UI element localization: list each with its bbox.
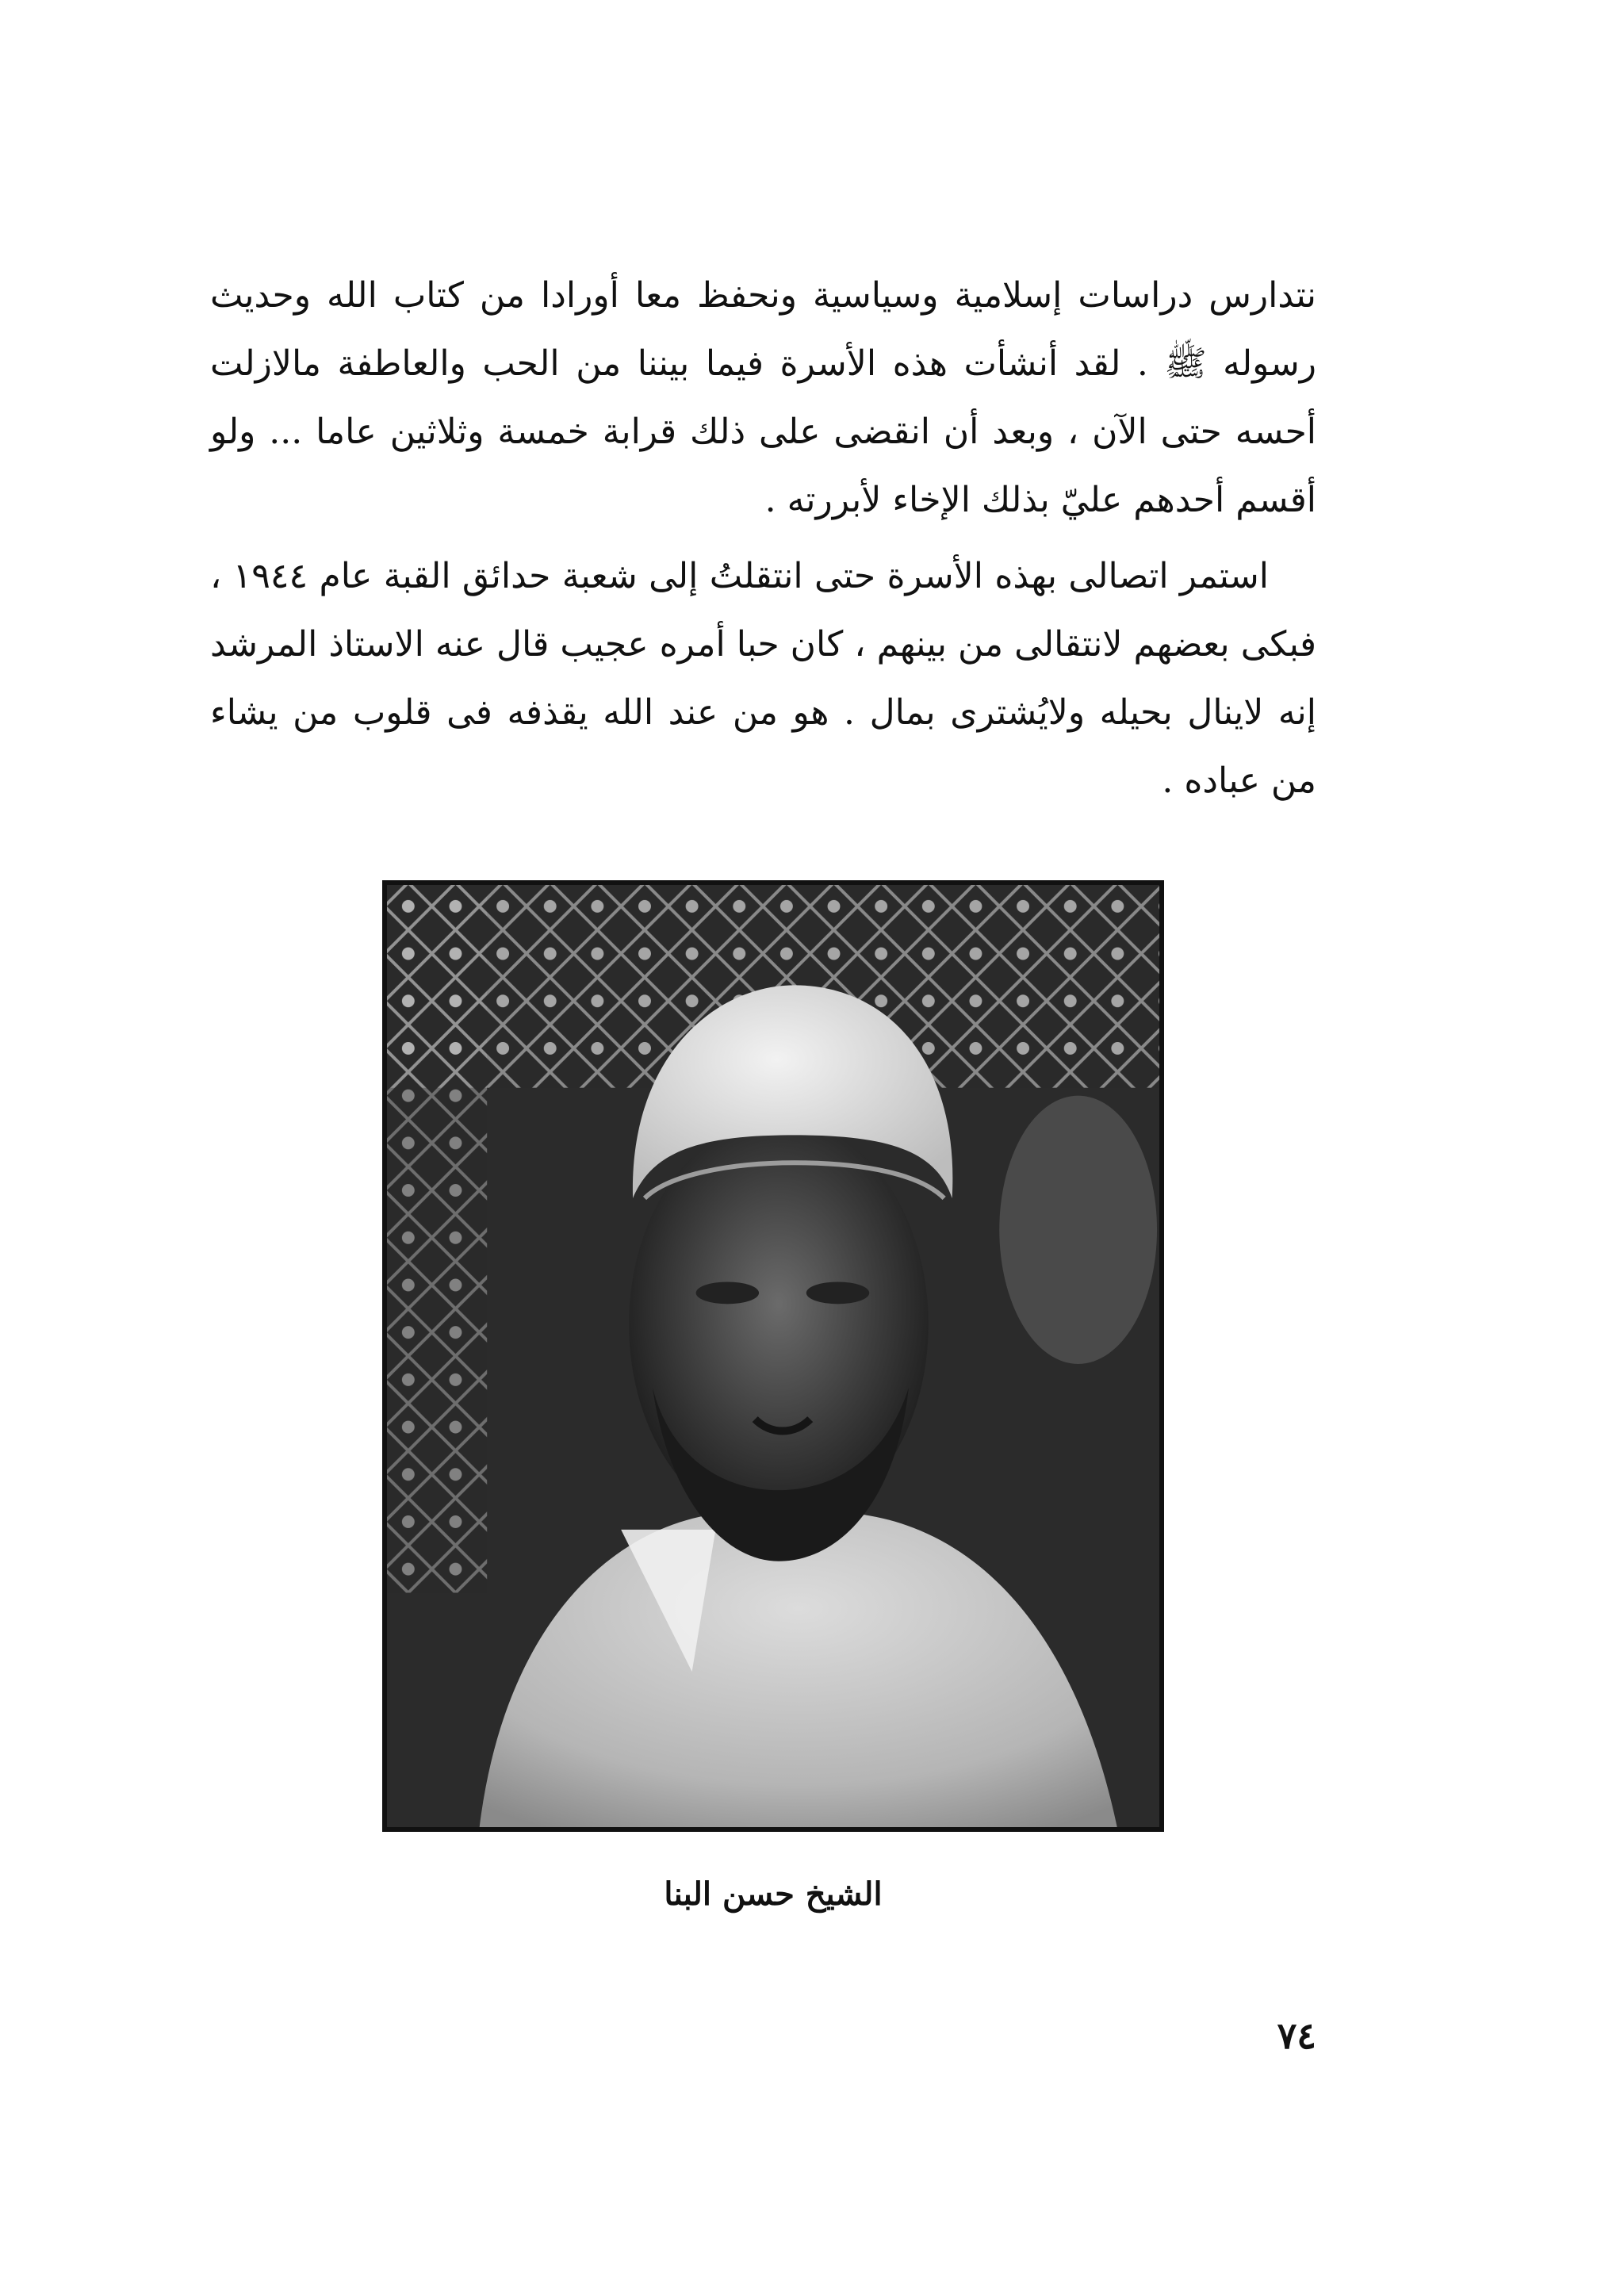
page-number: ٧٤: [1277, 2014, 1316, 2057]
paragraph-2: استمر اتصالى بهذه الأسرة حتى انتقلتُ إلى شعبة حدائق القبة عام ١٩٤٤ ، فبكى بعضهم لانتقالى من بينهم ، كان حبا أمره عجيب قال عنه الاستاذ المرشد إنه لاينال بحيله ولايُشترى بمال . هو من عند الله يقذفه فى قلوب من يشاء من عباده .: [210, 556, 1316, 801]
portrait-photo-image: [385, 883, 1162, 1829]
paragraph-1: نتدارس دراسات إسلامية وسياسية ونحفظ معا أورادا من كتاب الله وحديث رسوله ﷺ . لقد أنشأت هذه الأسرة فيما بيننا من الحب والعاطفة مالازلت أحسه حتى الآن ، وبعد أن انقضى على ذلك قرابة خمسة وثلاثين عاما ... ولو أقسم أحدهم عليّ بذلك الإخاء لأبررته .: [210, 275, 1316, 520]
photo-caption: الشيخ حسن البنا: [664, 1875, 883, 1913]
portrait-photo: [382, 880, 1164, 1832]
body-text: [210, 262, 1316, 815]
